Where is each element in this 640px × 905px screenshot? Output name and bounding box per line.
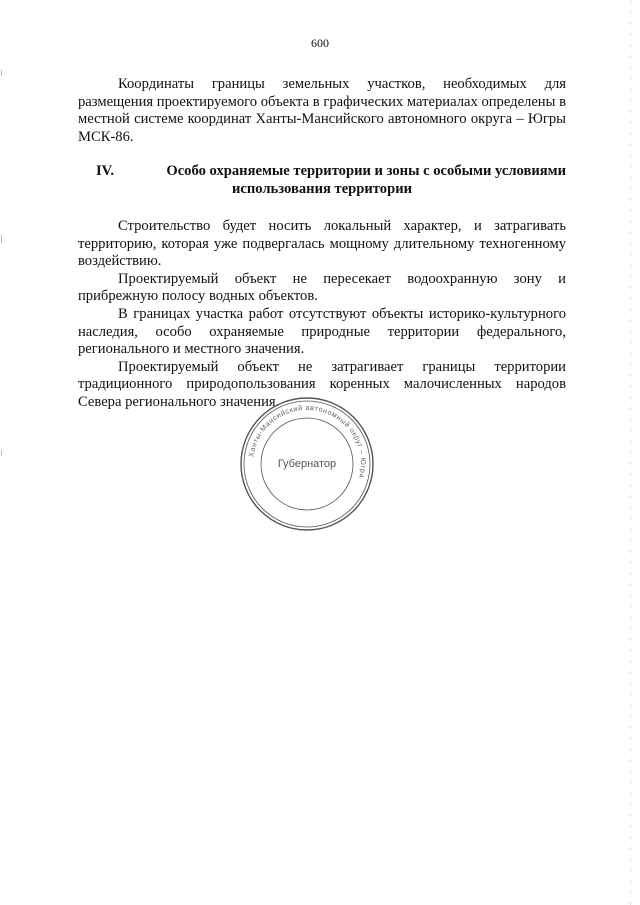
paragraph-traditional-use: Проектируемый объект не затрагивает границы территории традиционного природопользования коренных малочисленных народов Севера регионального значения. [78, 358, 566, 410]
paragraph-construction: Строительство будет носить локальный характер, и затрагивать территорию, которая уже подвергалась мощному длительному техногенному воздействию. [78, 218, 566, 270]
stamp-center-text: Губернатор [277, 458, 337, 470]
scan-edge-left [1, 0, 2, 905]
coordinates-section [78, 76, 566, 146]
governor-stamp [238, 395, 376, 533]
section-title-line1: Особо охраняемые территории и зоны с особыми условиями [166, 163, 566, 179]
section-numeral: IV. [96, 163, 114, 179]
section-heading [78, 163, 566, 198]
section-title-line2: использования территории [231, 180, 413, 197]
page-number: 600 [311, 36, 329, 50]
section-body [78, 218, 566, 412]
stamp-ring-text: Ханты-Мансийский автономный округ – Югра [246, 402, 369, 480]
paragraph-heritage: В границах участка работ отсутствуют объекты историко-культурного наследия, особо охраняемые природные территории федерального, регионального и местного значения. [78, 305, 566, 358]
scan-edge-right [630, 0, 631, 905]
paragraph-coordinates: Координаты границы земельных участков, необходимых для размещения проектируемого объекта в графических материалах определены в местной системе координат Ханты-Мансийского автономного округа – Югры МСК-86. [78, 76, 566, 145]
paragraph-water-zone: Проектируемый объект не пересекает водоохранную зону и прибрежную полосу водных объектов. [78, 270, 566, 305]
